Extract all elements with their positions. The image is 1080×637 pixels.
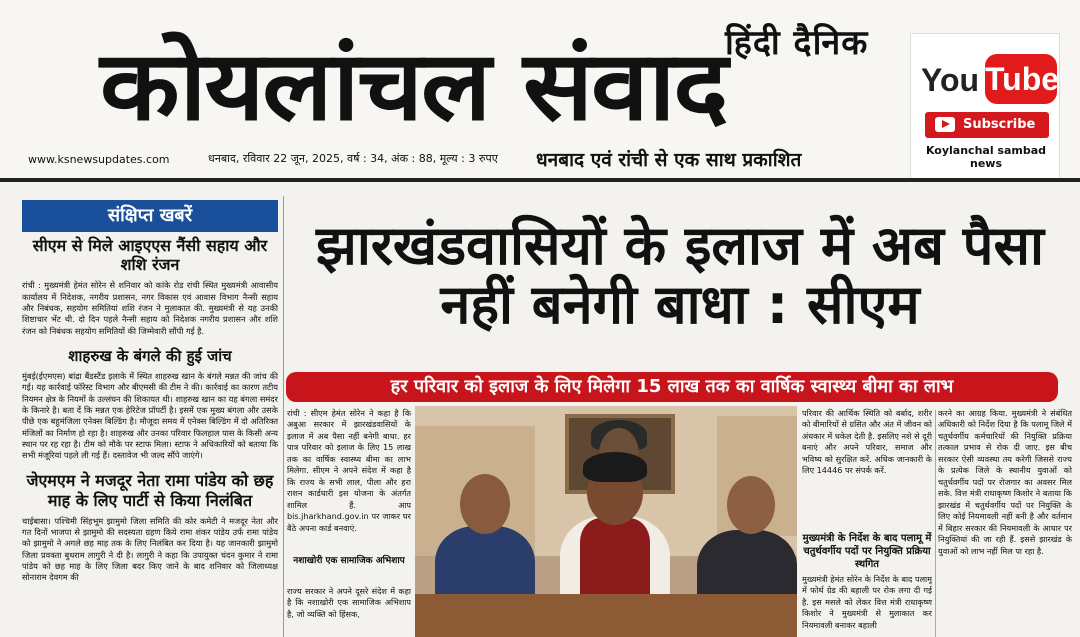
story-headline: जेएमएम ने मजदूर नेता रामा पांडेय को छह माह के लिए पार्टी से किया निलंबित — [26, 471, 274, 510]
person-center-vest — [580, 518, 650, 598]
subscribe-button[interactable] — [925, 112, 1049, 138]
person-center-hair — [583, 452, 647, 482]
person-left-head — [460, 474, 510, 534]
news-photo — [415, 406, 797, 637]
subsection-heading: मुख्यमंत्री के निर्देश के बाद पलामू में चतुर्थवर्गीय पदों पर नियुक्ति प्रक्रिया स्थगित — [802, 533, 932, 570]
play-icon — [935, 117, 955, 132]
story-body: चाईबासा। पश्चिमी सिंहभूम झामुमो जिला समिति की कोर कमेटी ने मजदूर नेता और गत दिनों भाजपा से झामुमो की सदस्यता ग्रहण किये रामा शंकर पांडेय उर्फ रामा पांडेय को झामुमो ने अगले छह माह तक के लिए निलंबित कर दिया है। यह जानकारी झामुमो जिला प्रवक्ता बुधराम लागुरी ने दी है। लागुरी ने कहा कि उपायुक्त चंदन कुमार ने रामा पांडेय को छह माह के लिए जिला बदर किए जाने के बाद शनिवार को जिलाध्यक्ष सोनाराम देवगम की — [22, 515, 278, 583]
masthead — [0, 0, 1080, 182]
main-headline: झारखंडवासियों के इलाज में अब पैसा नहीं बनेगी बाधा : सीएम — [316, 214, 1044, 337]
published-note: धनबाद एवं रांची से एक साथ प्रकाशित — [536, 149, 802, 171]
article-column: करने का आग्रह किया. मुख्यमंत्री ने संबंधित अधिकारी को निर्देश दिया है कि पलामू जिले में चतुर्थवर्गीय कर्मचारियों की नियुक्ति प्रक्रिया तत्काल प्रभाव से रोक दी जाए. इस बीच सरकार ऐसी व्यवस्था तय करेगी जिससे राज्य के प्रत्येक जिले के स्थानीय युवाओं को चतुर्थवर्गीय पदों पर रोजगार का अवसर मिल सके. वित्त मंत्री राधाकृष्ण किशोर ने बताया कि झारखंड में चतुर्थवर्गीय पदों पर नियुक्ति के लिए कोई नियमावली नहीं बनी है और वर्तमान में बिहार सरकार की नियमावली के आधार पर नियुक्तियां की जा रही हैं. इससे झारखंड के युवाओं को लाभ नहीं मिल पा रहा है. — [938, 408, 1072, 556]
article-column: मुख्यमंत्री हेमंत सोरेन के निर्देश के बाद पलामू में फोर्थ ग्रेड की बहाली पर रोक लगा दी गई है. इस मसले को लेकर वित्त मंत्री राधाकृष्ण किशोर ने मुख्यमंत्री से मुलाकात कर नियमावली बनाकर बहाली — [802, 574, 932, 630]
newspaper-title: कोयलांचल संवाद — [100, 30, 727, 142]
subsection-heading: नशाखोरी एक सामाजिक अभिशाप — [293, 556, 405, 566]
person-right-head — [727, 476, 775, 534]
subscribe-label: Subscribe — [963, 117, 1036, 132]
subheadline-banner: हर परिवार को इलाज के लिए मिलेगा 15 लाख तक का वार्षिक स्वास्थ्य बीमा का लाभ — [286, 372, 1058, 402]
section-heading: संक्षिप्त खबरें — [22, 200, 278, 232]
channel-name: Koylanchal sambad news — [925, 144, 1047, 170]
article-column: परिवार की आर्थिक स्थिति को बर्बाद, शरीर को बीमारियों से ग्रसित और अंत में जीवन को अंधकार में धकेल देती है. इसलिए नशे से दूरी बनाएं और अपने परिवार, समाज और भविष्य को सुरक्षित करें. अधिक जानकारी के लिए 14446 पर संपर्क करें. — [802, 408, 932, 476]
story-body: मुंबई(ईएमएस) बांद्रा बैंडस्टैंड इलाके में स्थित शाहरुख खान के बंगले मन्नत की जांच की गई। यह कार्रवाई फॉरेस्ट विभाग और बीएमसी की टीम ने की। कार्रवाई का कारण तटीय नियमन क्षेत्र के नियमों के उल्लंघन की शिकायत थी। शाहरुख खान का यह बंगला समंदर के किनारे है। बता दें कि मन्नत एक हेरिटेज प्रॉपर्टी है। इसमें एक मुख्य बंगला और उसके पीछे एक बहुमंजिला एनेक्स बिल्डिंग है। मौजूदा समय में एनेक्स बिल्डिंग में दो अतिरिक्त मंजिलों का निर्माण हो रहा है। शाहरुख और उनका परिवार फिलहाल पास के किसी अन्य स्थान पर रह रहा है। टीम को मौके पर स्टाफ मिला। स्टाफ ने अधिकारियों को बताया कि सभी मंजूरियां पहले ली गई हैं। दस्तावेज भी जल्द सौंपे जाएंगे। — [22, 370, 278, 461]
brief-news-column — [22, 200, 278, 637]
column-divider — [935, 410, 936, 637]
story-headline: सीएम से मिले आइएएस नैंसी सहाय और शशि रंजन — [32, 236, 268, 275]
dateline: धनबाद, रविवार 22 जून, 2025, वर्ष : 34, अंक : 88, मूल्य : 3 रुपए — [208, 152, 498, 165]
article-column: रांची : सीएम हेमंत सोरेन ने कहा है कि अबुआ सरकार में झारखंडवासियों के इलाज में अब पैसा नहीं बनेगी बाधा. हर पात्र परिवार को इलाज के लिए 15 लाख तक का वार्षिक स्वास्थ्य बीमा का लाभ मिलेगा. सीएम ने अपने संदेश में कहा है कि राज्य के सभी लाल, पीला और हरा राशन कार्डधारी इस योजना के अंतर्गत शामिल हैं. आप bis.jharkhand.gov.in पर जाकर घर बैठे अपना कार्ड बनवाएं. — [287, 408, 411, 533]
article-column: राज्य सरकार ने अपने दूसरे संदेश में कहा है कि नशाखोरी एक सामाजिक अभिशाप है, जो व्यक्ति को हिंसक, — [287, 586, 411, 619]
youtube-tube-text: Tube — [985, 54, 1057, 104]
tagline: हिंदी दैनिक — [725, 23, 869, 63]
story-body: रांची : मुख्यमंत्री हेमंत सोरेन से शनिवार को कांके रोड रांची स्थित मुख्यमंत्री आवासीय कार्यालय में निदेशक, नगरीय प्रशासन, नगर विकास एवं आवास विभाग नैन्सी सहाय और निबंधक, सहयोग समितियां शशि रंजन ने मुलाकात की. मुख्यमंत्री से यह उनकी शिष्टाचार भेंट थी. दो दिन पहले नैन्सी सहाय को निदेशक नगरीय प्रशासन और शशि रंजन को निबंधक सहयोग समितियों की जिम्मेवारी सौंपी गई है. — [22, 280, 278, 336]
story-headline: शाहरुख के बंगले की हुई जांच — [68, 346, 232, 365]
photo-table — [415, 594, 797, 637]
website-link[interactable]: www.ksnewsupdates.com — [28, 153, 170, 166]
column-divider — [283, 196, 284, 637]
youtube-you-text: You — [921, 62, 980, 98]
masthead-divider — [0, 178, 1080, 182]
youtube-badge[interactable] — [910, 33, 1060, 181]
